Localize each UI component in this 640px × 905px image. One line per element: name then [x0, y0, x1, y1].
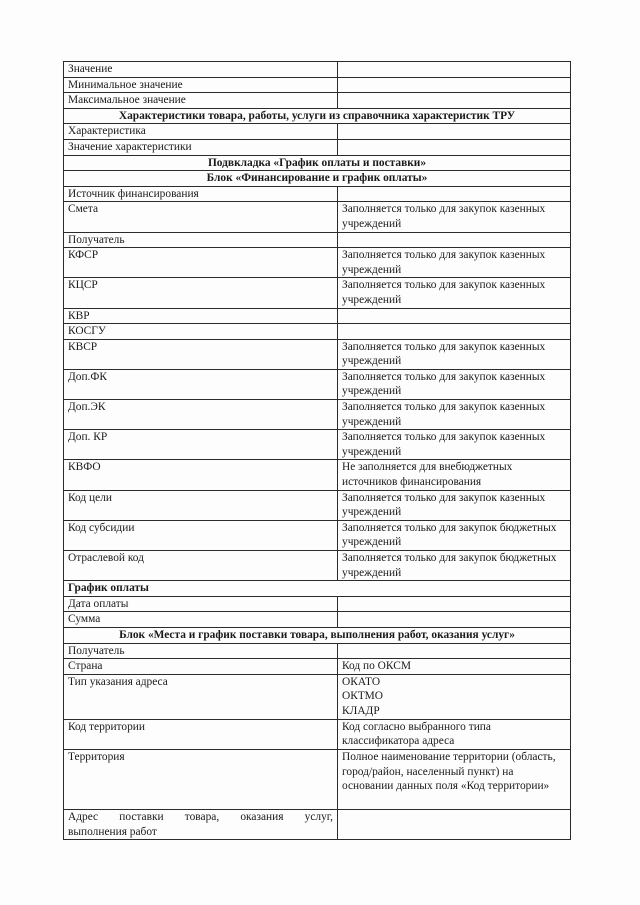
field-name: КВФО — [64, 460, 338, 490]
field-name: КВСР — [64, 339, 338, 369]
table-row — [64, 369, 571, 399]
field-note: Заполняется только для закупок казенных учреждений — [338, 369, 571, 399]
table-row — [64, 248, 571, 278]
field-name: Код цели — [64, 490, 338, 520]
field-name: КОСГУ — [64, 324, 338, 340]
table-row — [64, 278, 571, 308]
table-row — [64, 674, 571, 719]
field-name: КФСР — [64, 248, 338, 278]
field-name: Смета — [64, 202, 338, 232]
field-note: Заполняется только для закупок казенных учреждений — [338, 278, 571, 308]
field-note: Заполняется только для закупок казенных учреждений — [338, 202, 571, 232]
field-name: Сумма — [64, 612, 338, 628]
field-note — [338, 62, 571, 78]
table-row — [64, 596, 571, 612]
field-name: Доп.ЭК — [64, 400, 338, 430]
field-note — [338, 77, 571, 93]
section-header-row — [64, 108, 571, 124]
field-note — [338, 324, 571, 340]
field-note — [338, 308, 571, 324]
table-row — [64, 202, 571, 232]
field-name: Отраслевой код — [64, 551, 338, 581]
field-name: Получатель — [64, 232, 338, 248]
field-note — [338, 809, 571, 839]
table-row — [64, 93, 571, 109]
address-type-option: ОКАТО — [342, 675, 381, 688]
table-row — [64, 232, 571, 248]
field-name — [64, 809, 338, 839]
field-note — [338, 612, 571, 628]
field-note — [338, 674, 571, 719]
field-note: Заполняется только для закупок казенных учреждений — [338, 400, 571, 430]
address-type-option: ОКТМО — [342, 690, 383, 703]
table-row — [64, 430, 571, 460]
table-row — [64, 139, 571, 155]
table-row — [64, 324, 571, 340]
field-name: Страна — [64, 659, 338, 675]
address-type-option: КЛАДР — [342, 704, 380, 717]
field-note: Заполняется только для закупок казенных учреждений — [338, 339, 571, 369]
table-row — [64, 643, 571, 659]
field-name: Значение — [64, 62, 338, 78]
field-name: КВР — [64, 308, 338, 324]
field-note — [338, 139, 571, 155]
table-row — [64, 124, 571, 140]
field-note: Не заполняется для внебюджетных источников финансирования — [338, 460, 571, 490]
field-note — [338, 643, 571, 659]
table-row — [64, 520, 571, 550]
field-name: Территория — [64, 749, 338, 809]
field-name: Значение характеристики — [64, 139, 338, 155]
section-header: Характеристики товара, работы, услуги из справочника характеристик ТРУ — [64, 108, 571, 124]
field-name-line: Адрес поставки товара, оказания услуг, — [68, 810, 333, 823]
field-note: Заполняется только для закупок бюджетных учреждений — [338, 520, 571, 550]
table-row — [64, 77, 571, 93]
field-note: Код согласно выбранного типа классификатора адреса — [338, 719, 571, 749]
field-name: Доп.ФК — [64, 369, 338, 399]
table-row — [64, 809, 571, 839]
subsection-header-row — [64, 581, 571, 597]
field-name: Характеристика — [64, 124, 338, 140]
table-row — [64, 400, 571, 430]
field-name: Источник финансирования — [64, 186, 338, 202]
field-note — [338, 124, 571, 140]
requirements-table-body — [64, 62, 571, 840]
table-row — [64, 308, 571, 324]
table-row — [64, 339, 571, 369]
section-header: Блок «Места и график поставки товара, выполнения работ, оказания услуг» — [64, 627, 571, 643]
table-row — [64, 62, 571, 78]
field-name: КЦСР — [64, 278, 338, 308]
field-note: Заполняется только для закупок бюджетных учреждений — [338, 551, 571, 581]
field-note: Код по ОКСМ — [338, 659, 571, 675]
field-name-line: выполнения работ — [68, 825, 157, 838]
table-row — [64, 659, 571, 675]
subsection-header: График оплаты — [64, 581, 571, 597]
field-name: Код субсидии — [64, 520, 338, 550]
field-note: Заполняется только для закупок казенных учреждений — [338, 430, 571, 460]
table-row — [64, 749, 571, 809]
table-row — [64, 551, 571, 581]
table-row — [64, 186, 571, 202]
field-note — [338, 93, 571, 109]
section-header-row — [64, 155, 571, 171]
table-row — [64, 612, 571, 628]
field-name: Доп. КР — [64, 430, 338, 460]
field-note: Полное наименование территории (область, город/район, населенный пункт) на основании данных поля «Код территории» — [338, 749, 571, 809]
field-note — [338, 186, 571, 202]
section-header: Подвкладка «График оплаты и поставки» — [64, 155, 571, 171]
field-name: Получатель — [64, 643, 338, 659]
field-name: Минимальное значение — [64, 77, 338, 93]
table-row — [64, 719, 571, 749]
field-name: Тип указания адреса — [64, 674, 338, 719]
field-name: Дата оплаты — [64, 596, 338, 612]
field-note: Заполняется только для закупок казенных учреждений — [338, 248, 571, 278]
requirements-table — [63, 61, 571, 840]
field-name: Код территории — [64, 719, 338, 749]
field-name: Максимальное значение — [64, 93, 338, 109]
field-note — [338, 596, 571, 612]
table-row — [64, 490, 571, 520]
field-note — [338, 232, 571, 248]
table-row — [64, 460, 571, 490]
section-header-row — [64, 171, 571, 187]
section-header: Блок «Финансирование и график оплаты» — [64, 171, 571, 187]
section-header-row — [64, 627, 571, 643]
field-note: Заполняется только для закупок казенных учреждений — [338, 490, 571, 520]
